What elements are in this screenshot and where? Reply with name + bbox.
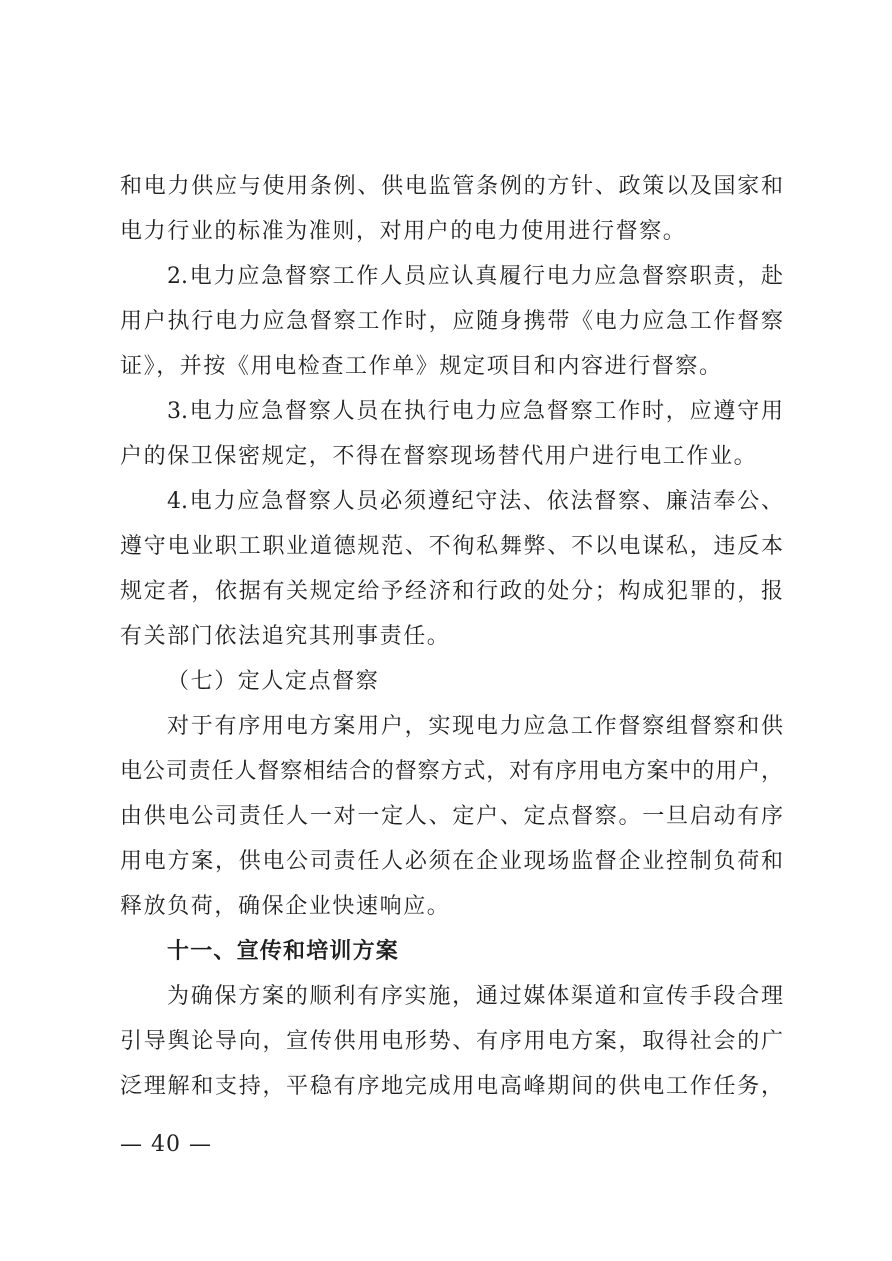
paragraph-intro-continuation: [120, 164, 783, 254]
text-line: 户的保卫保密规定，不得在督察现场替代用户进行电工作业。: [120, 444, 758, 469]
page-number: — 40 —: [120, 1132, 212, 1157]
text-line: 由供电公司责任人一对一定人、定户、定点督察。一旦启动有序: [120, 804, 783, 829]
text-line: 用户执行电力应急督察工作时，应随身携带《电力应急工作督察: [120, 309, 783, 334]
text-line: 用电方案，供电公司责任人必须在企业现场监督企业控制负荷和: [120, 849, 783, 874]
text-line: 电力行业的标准为准则，对用户的电力使用进行督察。: [120, 219, 687, 244]
paragraph-section-11: [120, 974, 783, 1109]
paragraph-item-2: [120, 254, 783, 389]
text-line: 为确保方案的顺利有序实施，通过媒体渠道和宣传手段合理: [167, 984, 783, 1009]
text-line: 和电力供应与使用条例、供电监管条例的方针、政策以及国家和: [120, 174, 783, 199]
heading-section-11: 十一、宣传和培训方案: [167, 939, 400, 964]
paragraph-item-4: [120, 479, 783, 659]
text-line: 遵守电业职工职业道德规范、不徇私舞弊、不以电谋私，违反本: [120, 534, 783, 559]
text-line: 2.电力应急督察工作人员应认真履行电力应急督察职责，赴: [167, 264, 783, 289]
text-line: 电公司责任人督察相结合的督察方式，对有序用电方案中的用户，: [120, 759, 783, 784]
text-line: 泛理解和支持，平稳有序地完成用电高峰期间的供电工作任务，: [120, 1074, 783, 1099]
text-line: 规定者，依据有关规定给予经济和行政的处分；构成犯罪的，报: [120, 579, 783, 604]
text-line: 释放负荷，确保企业快速响应。: [120, 894, 451, 919]
text-line: 4.电力应急督察人员必须遵纪守法、依法督察、廉洁奉公、: [167, 489, 783, 514]
document-body: [120, 164, 783, 1109]
text-line: 引导舆论导向，宣传供用电形势、有序用电方案，取得社会的广: [120, 1029, 783, 1054]
paragraph-section-7: [120, 704, 783, 929]
text-line: 证》，并按《用电检查工作单》规定项目和内容进行督察。: [120, 354, 723, 379]
text-line: 有关部门依法追究其刑事责任。: [120, 624, 451, 649]
text-line: 对于有序用电方案用户，实现电力应急工作督察组督察和供: [167, 714, 783, 739]
paragraph-item-3: [120, 389, 783, 479]
subheading-section-7: （七）定人定点督察: [167, 669, 380, 694]
text-line: 3.电力应急督察人员在执行电力应急督察工作时，应遵守用: [167, 399, 783, 424]
